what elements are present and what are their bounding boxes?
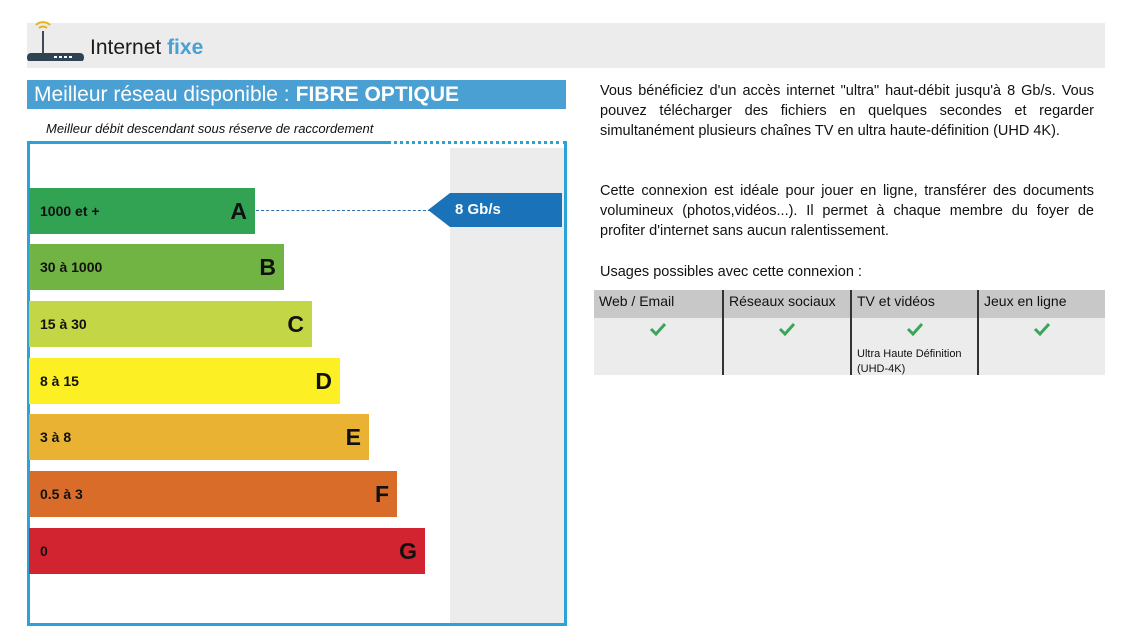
usage-note: Ultra Haute Définition (UHD-4K) <box>857 348 962 375</box>
bar-letter: A <box>230 198 247 224</box>
description-paragraph-1: Vous bénéficiez d'un accès internet "ultra" haut-débit jusqu'à 8 Gb/s. Vous pouvez télécharger des fichiers en quelques secondes et regarder simultanément plusieurs chaînes TV en ultra haute-définition (UHD 4K). <box>600 83 1094 139</box>
bar-range: 1000 et + <box>40 203 100 219</box>
network-label: Meilleur réseau disponible : <box>34 83 290 106</box>
usage-social <box>722 290 850 375</box>
bar-letter: G <box>399 538 417 564</box>
speed-bar-b <box>29 244 284 290</box>
usages-table <box>594 290 1105 375</box>
check-icon <box>649 322 667 336</box>
speed-bar-e <box>29 414 369 460</box>
check-icon <box>1033 322 1051 336</box>
page-title <box>90 36 203 60</box>
page-title-accent: fixe <box>167 36 204 59</box>
bar-range: 8 à 15 <box>40 373 79 389</box>
usages-title: Usages possibles avec cette connexion : <box>600 264 862 280</box>
bar-letter: C <box>287 311 304 337</box>
speed-note: Meilleur débit descendant sous réserve de raccordement <box>46 121 374 136</box>
bar-letter: E <box>345 424 361 450</box>
description-paragraph-2: Cette connexion est idéale pour jouer en ligne, transférer des documents volumineux (photos,vidéos...). Il permet à chaque membre du foyer de profiter d'internet sans aucun ralentissement. <box>600 183 1094 239</box>
usage-label: TV et vidéos <box>852 290 977 318</box>
bar-range: 15 à 30 <box>40 316 87 332</box>
speed-value: 8 Gb/s <box>455 201 501 218</box>
usage-tv-video <box>850 290 977 375</box>
network-banner <box>27 80 566 109</box>
bar-range: 30 à 1000 <box>40 259 103 275</box>
speed-leader-line <box>256 210 431 211</box>
page-title-main: Internet <box>90 36 162 59</box>
bar-letter: F <box>374 481 389 507</box>
usage-label: Web / Email <box>594 290 722 318</box>
speed-bar-f <box>29 471 397 517</box>
page-header <box>27 23 1105 68</box>
check-icon <box>778 322 796 336</box>
bar-range: 0 <box>40 543 48 559</box>
check-icon <box>906 322 924 336</box>
bar-range: 3 à 8 <box>40 429 72 445</box>
speed-bar-c <box>29 301 312 347</box>
router-icon <box>27 11 85 61</box>
bar-letter: D <box>315 368 332 394</box>
speed-bar-a <box>29 188 255 234</box>
network-value: FIBRE OPTIQUE <box>295 83 459 106</box>
usage-label: Réseaux sociaux <box>724 290 850 318</box>
usage-label: Jeux en ligne <box>979 290 1105 318</box>
bar-letter: B <box>259 254 276 280</box>
speed-bar-g <box>29 528 425 574</box>
usage-web-email <box>594 290 722 375</box>
usage-gaming <box>977 290 1105 375</box>
speed-bar-d <box>29 358 340 404</box>
bar-range: 0.5 à 3 <box>40 486 83 502</box>
